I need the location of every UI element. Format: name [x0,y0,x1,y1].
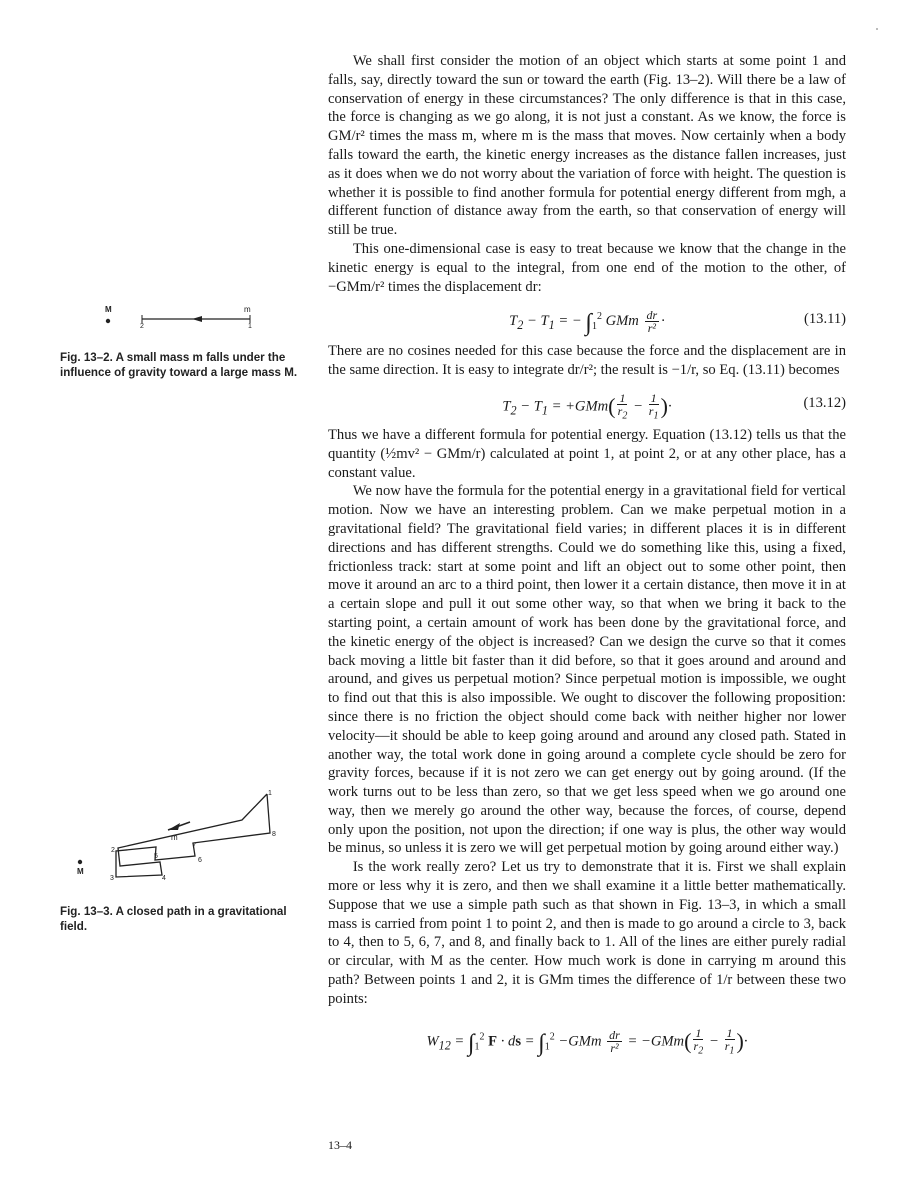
fall-arrow-head [192,316,202,322]
label-M: M [105,305,112,314]
label-point-6: 6 [198,857,202,864]
equation-13-12-label: (13.12) [803,394,846,411]
paragraph-1: We shall first consider the motion of an object which starts at some point 1 and falls, say, directly toward the sun or toward the earth (Fig. 13–2). Will there be a law of conservation of energy in these circumstances? The only difference is that in this case, the force is changing as we go along, it is not just a constant. As we know, the force is GM/r² times the mass m, where m is the mass that moves. Now certainly when a body falls toward the earth, the kinetic energy increases as the distance fallen increases, just as it does when we do not worry about the variation of force with height. The question is whether it is possible to find another formula for potential energy different from mgh, a different function of distance away from the earth, so that conservation of energy will still be true. [328,53,846,239]
large-mass-dot-2 [78,860,82,864]
label-point-1b: 1 [268,790,272,797]
paragraph-4: Thus we have a different formula for potential energy. Equation (13.12) tells us that the quantity (½mv² − GMm/r) calculated at point 1, at point 2, or at any other place, has a constant value. [328,426,846,481]
label-point-2: 2 [140,323,144,328]
arrow-tail [168,822,190,830]
page-number: 13–4 [328,1138,352,1152]
equation-13-12: $T_2 - T_1 = +GMm$( $\frac{1}{r_2}$ − $\frac{1}{r_1}$ )· (13.12) [502,390,846,422]
caption-fig-13-2: Fig. 13–2. A small mass m falls under the influence of gravity toward a large mass M. [60,351,298,379]
caption-fig-13-3: Fig. 13–3. A closed path in a gravitational field. [60,905,287,933]
label-M-2: M [77,867,84,876]
label-point-7: 7 [192,843,196,850]
label-m: m [244,305,251,314]
paragraph-3: There are no cosines needed for this case because the force and the displacement are in the same direction. It is easy to integrate dr/r²; the result is −1/r, so Eq. (13.11) becomes [328,343,846,379]
closed-path [116,794,270,877]
figure-13-3 [70,790,290,890]
large-mass-dot [106,319,110,323]
label-point-8: 8 [272,831,276,838]
label-point-2b: 2 [111,847,115,854]
paragraph-2: This one-dimensional case is easy to treat because we know that the change in the kinetic energy is equal to the integral, from one end of the motion to the other, of −GMm/r² times the displacement dr: [328,240,846,295]
main-text-column [328,52,846,1065]
scan-speck [876,28,878,30]
paragraph-6: Is the work really zero? Let us try to demonstrate that it is. First we shall explain more or less why it is zero, and then we shall examine it a little better mathematically. Suppose that we use a simple path such as that shown in Fig. 13–3, in which a small mass is carried from point 1 to point 2, and then is made to go around a circle to 3, back to 4, then to 5, 6, 7, and 8, and finally back to 1. All of the lines are either purely radial or circular, with M as the center. How much work is done in carrying m around this path? Between points 1 and 2, it is GMm times the difference of 1/r between these two points: [328,859,846,1007]
label-m-2: m [171,833,178,842]
label-point-5: 5 [154,853,158,860]
equation-w12: $W_{12} = \int_1^2$ F · ds = $\int_1^2 -GMm$ $\frac{dr}{\text{r²}}$ = −GMm( $\frac{1}{r_2}$ − $\frac{1}{r_1}$ )· [426,1025,748,1057]
label-point-3: 3 [110,875,114,882]
equation-13-11-label: (13.11) [803,311,846,328]
paragraph-5: We now have the formula for the potential energy in a gravitational field for vertical motion. Now we have an interesting problem. Can we make perpetual motion in a gravitational field? The gravitational field varies; in different places it is in different directions and has different strengths. Could we do something like this, using a fixed, frictionless track: start at some point and lift an object out to some other point, then move it around an arc to a third point, then lower it a certain distance, then move it in at a certain slope and pull it out some other way, so that when we bring it back to the starting point, a certain amount of work has been done by the gravitational force, and the kinetic energy of the object is increased? Can we design the curve so that it comes back moving a little bit faster than it did before, so that it goes around and around and around, and gives us perpetual motion? Since perpetual motion is impossible, we ought to find out that this is also impossible. We ought to discover the following proposition: since there is no friction the object should come back with neither higher nor lower velocity—it should be able to keep going around and around any closed path. Stated in another way, the total work done in going around a complete cycle should be zero for gravity forces, because if it is not zero we can get energy out by going around. (If the work turns out to be less than zero, so that we get less speed when we go around one way, then we merely go around the other way, because the forces, of course, depend only upon the position, not upon the direction; if one way is plus, the other way would be minus, so unless it is zero we will get perpetual motion by going around either way.) [328,483,846,857]
equation-13-11: $T_2 - T_1$ = − $\int_1^2$ GMm $\frac{dr}{\text{r²}}$ · (13.11) [509,308,846,337]
label-point-1: 1 [248,323,252,328]
label-point-4: 4 [162,875,166,882]
figure-13-2 [100,302,260,328]
